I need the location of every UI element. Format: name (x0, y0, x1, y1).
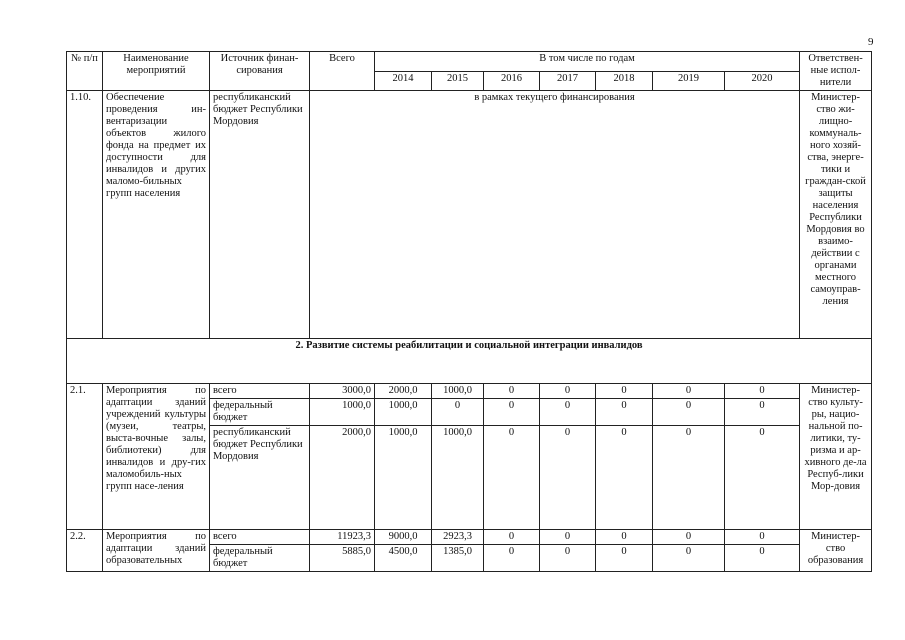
year-value: 9000,0 (375, 530, 432, 545)
table-row (67, 530, 872, 545)
responsible-executor: Министер-ство культу-ры, нацио-нальной по-литики, ту-ризма и ар-хивного де-ла Респуб-лики Мор-довия (800, 384, 872, 530)
year-value: 0 (725, 399, 800, 426)
year-value: 2923,3 (432, 530, 484, 545)
year-value: 0 (484, 384, 540, 399)
row-number: 2.1. (67, 384, 103, 530)
total-value: 11923,3 (310, 530, 375, 545)
year-value: 0 (653, 399, 725, 426)
header-year: 2016 (484, 71, 540, 91)
year-value: 0 (484, 426, 540, 530)
year-value: 0 (725, 384, 800, 399)
measure-name: Мероприятия по адаптации зданий учреждений культуры (музеи, театры, выста-вочные залы, библиотеки) для инвалидов и дру-гих маломобиль-ных групп насе-ления (103, 384, 210, 530)
financing-source: всего (210, 384, 310, 399)
year-value: 0 (725, 530, 800, 545)
year-value: 0 (540, 426, 596, 530)
year-value: 0 (596, 399, 653, 426)
financing-table (66, 51, 872, 572)
year-value: 0 (484, 399, 540, 426)
year-value: 0 (484, 530, 540, 545)
financing-note: в рамках текущего финансирования (310, 91, 800, 339)
year-value: 2000,0 (375, 384, 432, 399)
year-value: 1385,0 (432, 545, 484, 572)
year-value: 0 (596, 530, 653, 545)
header-responsible: Ответствен-ные испол-нители (800, 52, 872, 91)
year-value: 0 (653, 530, 725, 545)
year-value: 1000,0 (432, 426, 484, 530)
measure-name: Обеспечение проведения ин-вентаризации объектов жилого фонда на предмет их доступности для инвалидов и других маломо-бильных групп населения (103, 91, 210, 339)
year-value: 0 (725, 545, 800, 572)
year-value: 1000,0 (432, 384, 484, 399)
financing-source: федеральный бюджет (210, 545, 310, 572)
year-value: 0 (540, 530, 596, 545)
responsible-executor: Министер-ство жи-лищно-коммуналь-ного хозяй-ства, энерге-тики и граждан-ской защиты населения Республики Мордовия во взаимо-действии с органами местного самоуправ-ления (800, 91, 872, 339)
year-value: 0 (484, 545, 540, 572)
year-value: 0 (596, 545, 653, 572)
header-name: Наименование мероприятий (103, 52, 210, 91)
header-year: 2018 (596, 71, 653, 91)
year-value: 4500,0 (375, 545, 432, 572)
financing-source: федеральный бюджет (210, 399, 310, 426)
year-value: 0 (540, 399, 596, 426)
header-total: Всего (310, 52, 375, 91)
section-title: 2. Развитие системы реабилитации и социальной интеграции инвалидов (67, 339, 872, 384)
header-year: 2015 (432, 71, 484, 91)
financing-source: республиканский бюджет Республики Мордовия (210, 426, 310, 530)
year-value: 0 (596, 426, 653, 530)
page-number: 9 (868, 36, 874, 48)
year-value: 0 (596, 384, 653, 399)
header-by-years: В том числе по годам (375, 52, 800, 72)
table-row (67, 384, 872, 399)
row-number: 1.10. (67, 91, 103, 339)
total-value: 5885,0 (310, 545, 375, 572)
year-value: 0 (432, 399, 484, 426)
financing-source: республиканский бюджет Республики Мордовия (210, 91, 310, 339)
header-row (67, 52, 872, 72)
year-value: 0 (653, 426, 725, 530)
section-heading-row (67, 339, 872, 384)
header-year: 2017 (540, 71, 596, 91)
table-row (67, 91, 872, 339)
total-value: 3000,0 (310, 384, 375, 399)
header-year: 2019 (653, 71, 725, 91)
year-value: 0 (540, 384, 596, 399)
financing-source: всего (210, 530, 310, 545)
row-number: 2.2. (67, 530, 103, 572)
responsible-executor: Министер-ство образования (800, 530, 872, 572)
measure-name: Мероприятия по адаптации зданий образовательных (103, 530, 210, 572)
total-value: 1000,0 (310, 399, 375, 426)
header-year: 2020 (725, 71, 800, 91)
header-year: 2014 (375, 71, 432, 91)
year-value: 1000,0 (375, 426, 432, 530)
year-value: 1000,0 (375, 399, 432, 426)
header-source: Источник финан-сирования (210, 52, 310, 91)
year-value: 0 (540, 545, 596, 572)
year-value: 0 (725, 426, 800, 530)
year-value: 0 (653, 384, 725, 399)
total-value: 2000,0 (310, 426, 375, 530)
year-value: 0 (653, 545, 725, 572)
header-num: № п/п (67, 52, 103, 91)
